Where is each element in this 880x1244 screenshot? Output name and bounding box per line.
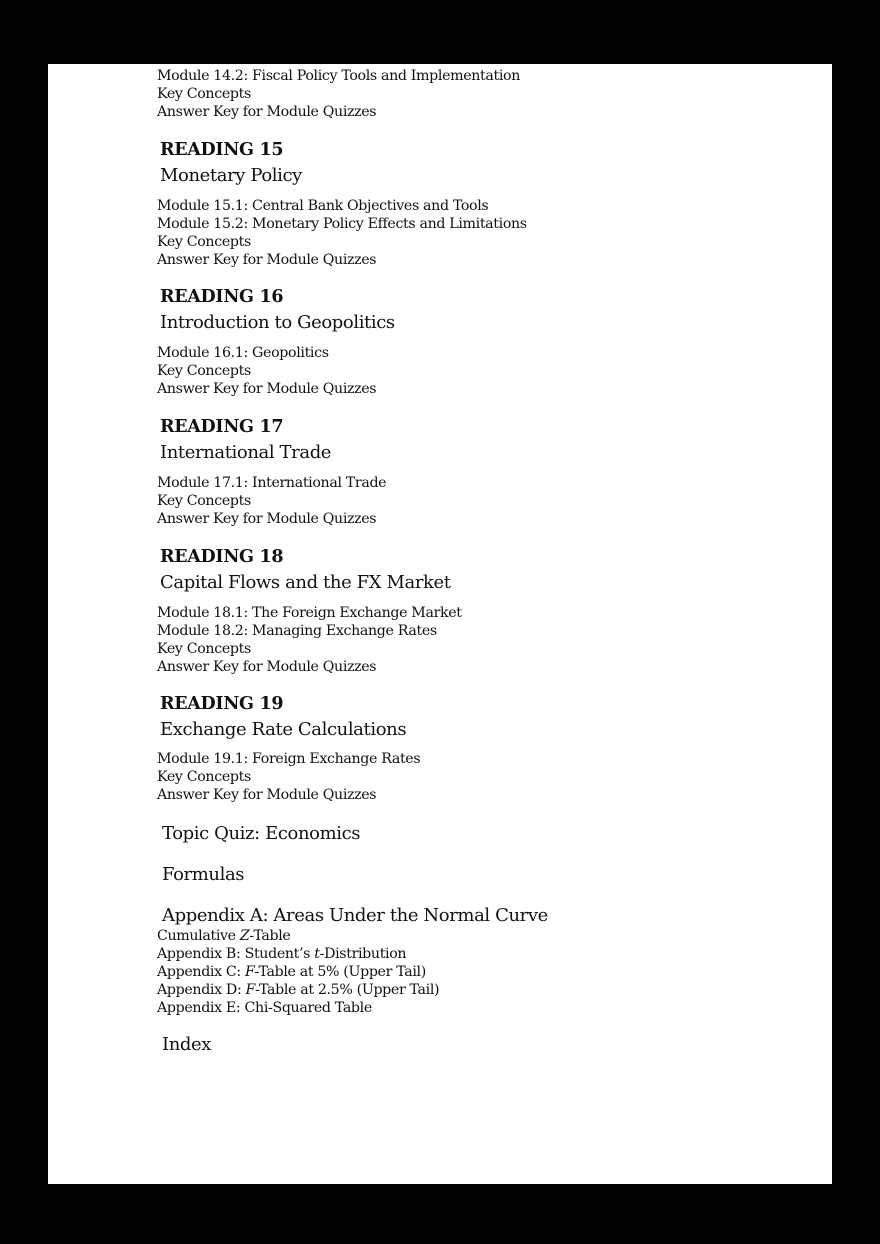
toc-link[interactable]: Answer Key for Module Quizzes xyxy=(157,659,377,675)
reading-title[interactable]: Monetary Policy xyxy=(160,165,302,186)
reading-heading: READING 17 xyxy=(160,417,284,437)
toc-link[interactable]: Module 17.1: International Trade xyxy=(157,475,387,491)
document-page xyxy=(48,64,832,1184)
reading-title[interactable]: Exchange Rate Calculations xyxy=(160,719,407,740)
text: Appendix B: Student’s xyxy=(157,946,315,962)
toc-link[interactable]: Key Concepts xyxy=(157,234,251,250)
toc-link[interactable] xyxy=(157,963,426,981)
toc-link[interactable]: Answer Key for Module Quizzes xyxy=(157,381,377,397)
reading-title[interactable]: Capital Flows and the FX Market xyxy=(160,572,451,593)
toc-link[interactable]: Module 15.2: Monetary Policy Effects and Limitations xyxy=(157,216,527,232)
text: -Table at 2.5% (Upper Tail) xyxy=(255,982,440,998)
reading-heading: READING 16 xyxy=(160,287,284,307)
toc-appendix-a[interactable]: Appendix A: Areas Under the Normal Curve xyxy=(162,905,548,926)
toc-link[interactable] xyxy=(157,945,406,963)
text: Cumulative xyxy=(157,928,240,944)
toc-topic-quiz[interactable]: Topic Quiz: Economics xyxy=(162,823,361,844)
reading-heading: READING 19 xyxy=(160,694,284,714)
reading-heading: READING 15 xyxy=(160,140,284,160)
text: Z xyxy=(239,928,250,944)
text: Appendix C: xyxy=(157,964,246,980)
text: -Table xyxy=(249,928,291,944)
toc-link[interactable]: Key Concepts xyxy=(157,641,251,657)
toc-link[interactable]: Key Concepts xyxy=(157,493,251,509)
text: -Distribution xyxy=(319,946,407,962)
toc-link[interactable]: Module 16.1: Geopolitics xyxy=(157,345,329,361)
reading-title[interactable]: Introduction to Geopolitics xyxy=(160,312,395,333)
toc-link[interactable]: Module 14.2: Fiscal Policy Tools and Implementation xyxy=(157,68,521,84)
toc-link[interactable]: Appendix E: Chi-Squared Table xyxy=(157,1000,372,1016)
toc-link[interactable]: Module 15.1: Central Bank Objectives and Tools xyxy=(157,198,489,214)
toc-link[interactable]: Key Concepts xyxy=(157,86,251,102)
text: t xyxy=(314,946,320,962)
toc-link[interactable]: Answer Key for Module Quizzes xyxy=(157,787,377,803)
toc-link[interactable] xyxy=(157,981,439,999)
toc-link[interactable]: Answer Key for Module Quizzes xyxy=(157,252,377,268)
toc-link[interactable]: Answer Key for Module Quizzes xyxy=(157,511,377,527)
toc-link[interactable]: Key Concepts xyxy=(157,363,251,379)
toc-link[interactable]: Key Concepts xyxy=(157,769,251,785)
toc-formulas[interactable]: Formulas xyxy=(162,864,245,885)
text: F xyxy=(245,982,256,998)
toc-index[interactable]: Index xyxy=(162,1034,212,1055)
reading-title[interactable]: International Trade xyxy=(160,442,332,463)
toc-link[interactable]: Module 18.2: Managing Exchange Rates xyxy=(157,623,437,639)
toc-link[interactable]: Module 19.1: Foreign Exchange Rates xyxy=(157,751,421,767)
toc-link[interactable] xyxy=(157,927,290,945)
text: -Table at 5% (Upper Tail) xyxy=(254,964,426,980)
text: Appendix D: xyxy=(157,982,246,998)
text: F xyxy=(245,964,255,980)
toc-link[interactable]: Module 18.1: The Foreign Exchange Market xyxy=(157,605,462,621)
toc-link[interactable]: Answer Key for Module Quizzes xyxy=(157,104,377,120)
reading-heading: READING 18 xyxy=(160,547,284,567)
